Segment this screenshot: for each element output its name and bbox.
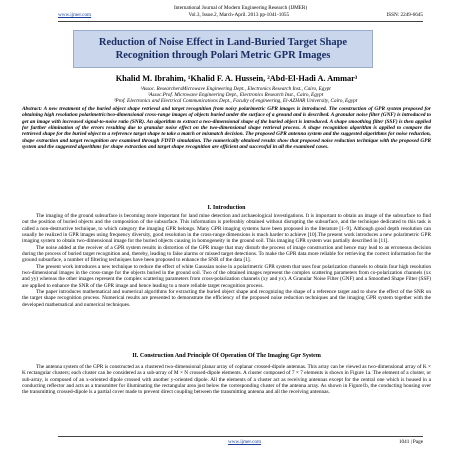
affiliation-1: ¹Assoc. ResearchersMicrowave Engineering Dept., Electronics Research Inst., Cairo, Egypt [140,86,331,92]
paragraph: The noise added at the receiver of a GPR system results in distortion of the GPR image that may disturb the process of image construction and hence may lead to an erroneous decision during the process of buried target recognition and, thereby, leading to false alarms or missed target detections. To make the GPR data more reliable for retrieving the correct information for the ground subsurface, a number of filtering techniques have been proposed to enhance the SNR of the data [1]. [22,244,431,264]
footer-divider [58,436,423,437]
section-2-body [22,364,431,396]
volume-info: Vol.3, Issue.2, March-April. 2013 pp-1041-1055 [188,12,290,18]
issn: ISSN: 2249-6645 [386,12,423,18]
affiliation-3: ³Prof. Electronics and Electrical Communications Dept., Faculty of engineering, El-AZHAR University, Cairo, Egypt [113,98,358,104]
journal-name: International Journal of Modern Engineering Research (IJMER) [173,5,308,11]
paper-title: Reduction of Noise Effect in Land-Buried Target Shape Recognition through Polari Metric GPR Images [73,30,373,68]
abstract-text: A new treatment of the buried object shape retrieval and target recognition from noisy polarimetric GPR images is introduced. The construction of GPR system proposed for obtaining high resolution polarimetric/two-dimensional cross-range images of objects buried under the surface of a ground and is described. A granular noise filter (GNF) is introduced to get an image with increased signal-to-noise ratio (SNR). An algorithm to extract a two-dimensional shape of the buried object is introduced. A shape smoothing filter (SSF) is then applied for further elimination of the errors resulting due to granular noise effect on the two-dimensional shape retrieval process. A shape recognition algorithm is applied to compare the retrieved shape for the buried object to a reference target shape to take a match or mismatch decision. The proposed GPR antenna system and the suggested algorithms for noise reduction, shape extraction and target recognition are examined through FDTD simulation. The numerically obtained results show that proposed noise reduction technique with the proposed GPR system and the suggested algorithms for shape extraction and target shape recognition are efficient and successful in all the examined cases. [22,106,431,151]
affiliation-2: ²Assoc.Prof. Microwave Engineering Dept., Electronics Research Inst., Cairo, Egypt [147,92,324,98]
page-header [58,5,423,19]
header-row [58,12,423,19]
header-divider [58,21,423,22]
abstract-label: Abstract: [22,106,43,112]
paragraph: The paper introduces mathematical and numerical algorithms for extracting the buried object shape and recognizing the shape of a reference target and to show the effect of the SNR on the target shape recognition process. Numerical results are presented to demonstrate the efficiency of the proposed noise reduction techniques and the imaging GPR system together with the developed mathematical and numerical techniques. [22,289,431,308]
section-1-heading: I. Introduction [207,205,246,211]
paragraph: The present work introduces a new technique to reduce the effect of white Gaussian noise in a polarimetric GPR system that uses four polarization channels to obtain four high resolution two-dimensional images in the cross-range for the objects buried in the ground soil. Two of the obtained images represent the complex scattering parameters from co-polarization channels (xx and yy) whereas the other images represent the complex scattering parameters from cross-polarization channels (xy and yx). A Granular Noise Filter (GNF) and a Smoothed Shape Filter (SSF) are applied to enhance the SNR of the GPR image and hence leading to a more reliable target recognition process. [22,263,431,289]
footer-url-link[interactable]: www.ijmer.com [228,439,262,445]
paragraph: The antenna system of the GPR is constructed as a clustered two-dimensional planar array of coplanar crossed-dipole antennas. This array can be viewed as two-dimensional array of K × K rectangular clusters; each cluster can be considered as a sub-array of M × N crossed-dipole elements. A cluster composed of 7 × 7 elements is shown in Figure 1a. The element of a cluster, or sub-array, is composed of an x-oriented dipole crossed with another y-oriented dipole. All the elements of a cluster act as receiving antennas except for the central one which is housed in a conducting reflector and acts as a transmitter for illuminating the rectangular area just below the corresponding cluster of the antenna array. As shown in Figure1b, the conducting housing over the transmitting crossed-dipole is a partial cover made to prevent direct coupling between the transmitting antenna and all the receiving antennas. [22,364,431,396]
header-url-link[interactable]: www.ijmer.com [58,12,92,18]
section-1-body [22,213,431,308]
paragraph: The imaging of the ground subsurface is becoming more important for land mine detection and archaeological investigations. It is important to obtain an image of the subsurface to find out the position of buried objects and the composition of the subsurface. This information is preferably obtained without disrupting the subsurface, and the technique dedicated to this task is called a non-destructive technique, to which category the imaging GPR belongs. Many GPR imaging systems have been proposed in the literature [1–9]. Although good depth resolution can usually be realized in GPR images using frequency diversity, good resolution in the cross-range dimensions is much harder to achieve [10].The present work introduces a new polarimetric GPR imaging system to obtain two-dimensional image for the buried objects causing in homogeneity in the ground soil. This imaging GPR system was partially described in [11]. [22,213,431,245]
section-2-heading: II. Construction And Principle Of Operation Of The Imaging Gpr System [132,353,321,359]
page-number: 1041 | Page [398,439,423,445]
author-list: Khalid M. Ibrahim, ¹Khalid F. A. Hussein, ²Abd-El-Hadi A. Ammar³ [115,74,358,83]
abstract [22,106,431,150]
